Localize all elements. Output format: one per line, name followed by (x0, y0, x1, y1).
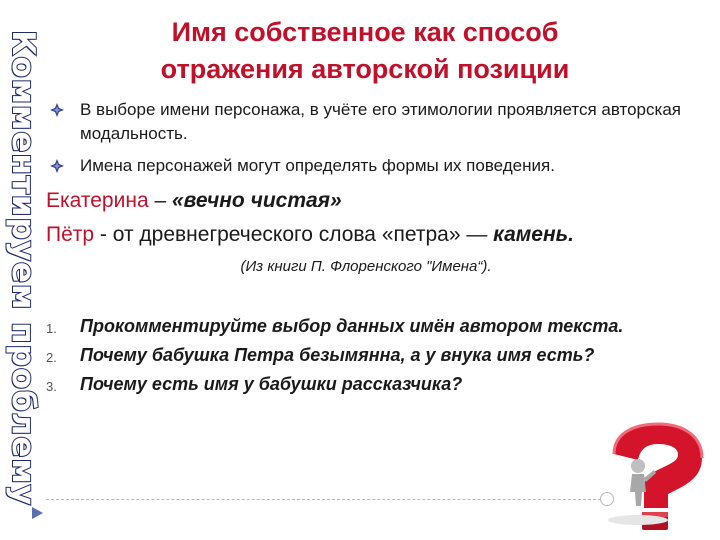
name-petr-origin: - от древнегреческого слова «петра» — (94, 223, 494, 246)
bullet-list (50, 98, 700, 186)
question-number: 1. (46, 321, 57, 336)
bullet-item (50, 154, 700, 178)
name-line-ekaterina (46, 184, 706, 218)
name-line-petr (46, 218, 706, 252)
question-item (46, 370, 706, 399)
question-list (46, 312, 706, 399)
question-mark-figure-icon (596, 420, 714, 532)
diamond-bullet-icon (50, 159, 64, 173)
name-petr-meaning: камень. (493, 223, 574, 246)
slide-title: Имя собственное как способ отражения авторской позиции (160, 17, 570, 84)
source-citation: (Из книги П. Флоренского "Имена“). (240, 258, 492, 275)
divider-line (46, 499, 606, 500)
bullet-item (50, 98, 700, 146)
question-text: Почему бабушка Петра безымянна, а у внука имя есть? (80, 345, 595, 365)
name-meanings (46, 184, 706, 252)
question-text: Прокомментируйте выбор данных имён автором текста. (80, 316, 624, 336)
question-item (46, 341, 706, 370)
question-item (46, 312, 706, 341)
triangle-arrow-icon (30, 506, 44, 520)
name-ekaterina-meaning: «вечно чистая» (171, 189, 342, 212)
bullet-text: В выборе имени персонажа, в учёте его этимологии проявляется авторская модальность. (80, 100, 681, 143)
name-ekaterina: Екатерина (46, 189, 149, 212)
question-text: Почему есть имя у бабушки рассказчика? (80, 374, 463, 394)
bullet-text: Имена персонажей могут определять формы их поведения. (80, 156, 555, 175)
name-separator: – (148, 189, 172, 212)
name-petr: Пётр (46, 223, 95, 246)
side-caption (6, 14, 40, 522)
diamond-bullet-icon (50, 103, 64, 117)
question-number: 3. (46, 379, 57, 394)
side-caption-text: Комментируем проблему (5, 30, 41, 506)
question-number: 2. (46, 350, 57, 365)
